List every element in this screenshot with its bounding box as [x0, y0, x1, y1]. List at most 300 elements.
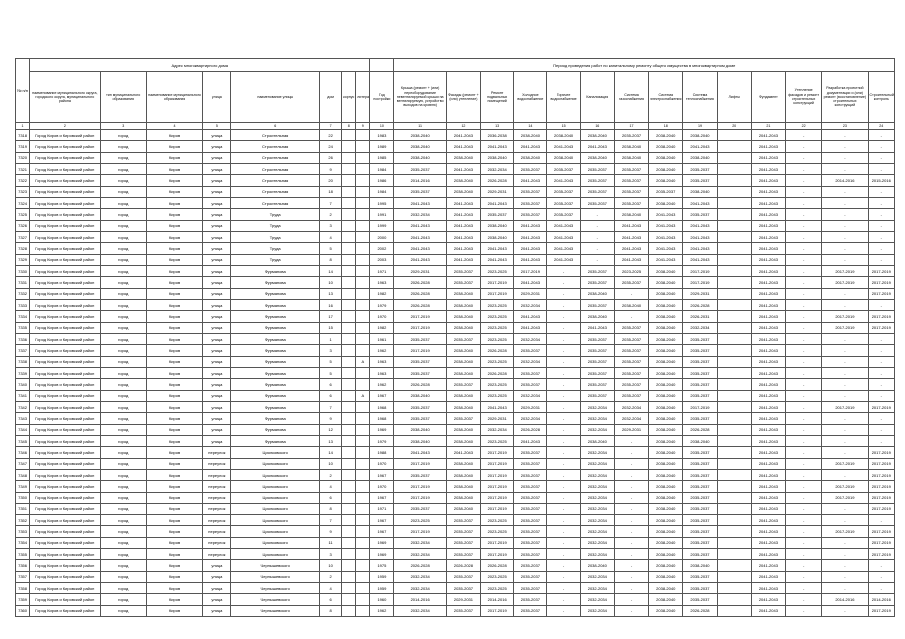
table-cell: 2041-2043: [751, 515, 785, 526]
table-cell: 9: [320, 413, 342, 424]
table-cell: -: [868, 435, 894, 446]
table-cell: -: [786, 141, 822, 152]
table-cell: [342, 379, 356, 390]
table-row: [16, 594, 895, 605]
table-cell: 2041-2043: [514, 254, 547, 265]
table-cell: город: [100, 435, 146, 446]
table-cell: город: [100, 594, 146, 605]
table-cell: 2026-2028: [514, 424, 547, 435]
table-cell: улица: [203, 356, 231, 367]
table-cell: 2032-2034: [580, 458, 614, 469]
table-cell: 2026-2028: [481, 175, 514, 186]
table-cell: 2035-2037: [394, 413, 446, 424]
table-cell: [717, 186, 751, 197]
table-cell: 2035-2037: [683, 209, 717, 220]
table-cell: Труда: [231, 220, 320, 231]
table-cell: 7343: [16, 413, 30, 424]
table-cell: [342, 526, 356, 537]
table-cell: 1984: [370, 186, 394, 197]
table-cell: улица: [203, 254, 231, 265]
table-cell: улица: [203, 152, 231, 163]
table-cell: 2035-2037: [514, 560, 547, 571]
table-cell: 2041-2043: [751, 526, 785, 537]
table-row: [16, 583, 895, 594]
table-cell: улица: [203, 605, 231, 616]
table-cell: Киров: [146, 481, 202, 492]
table-cell: [356, 481, 370, 492]
table-cell: 2038-2040: [649, 413, 683, 424]
table-cell: 2041-2043: [614, 231, 648, 242]
table-cell: 7359: [16, 594, 30, 605]
table-cell: 2041-2043: [649, 254, 683, 265]
table-cell: улица: [203, 175, 231, 186]
table-cell: [342, 594, 356, 605]
table-cell: 7328: [16, 243, 30, 254]
table-row: [16, 356, 895, 367]
table-cell: 1962: [370, 605, 394, 616]
table-row: [16, 197, 895, 208]
table-cell: 2017-2019: [394, 526, 446, 537]
table-cell: -: [786, 503, 822, 514]
table-cell: Город Киров и Кировский район: [30, 458, 100, 469]
table-cell: 2035-2037: [514, 197, 547, 208]
table-cell: [717, 367, 751, 378]
table-cell: Чернышевского: [231, 605, 320, 616]
table-cell: [342, 243, 356, 254]
table-cell: город: [100, 322, 146, 333]
table-cell: город: [100, 379, 146, 390]
table-cell: 2038-2040: [446, 481, 480, 492]
table-cell: 7333: [16, 299, 30, 310]
table-cell: [356, 163, 370, 174]
table-cell: 2038-2040: [649, 277, 683, 288]
table-cell: -: [822, 163, 868, 174]
table-row: [16, 605, 895, 616]
table-cell: 2041-2043: [514, 220, 547, 231]
table-cell: Киров: [146, 605, 202, 616]
table-cell: Фурманова: [231, 356, 320, 367]
table-cell: А: [356, 356, 370, 367]
table-cell: 2029-2031: [614, 424, 648, 435]
table-cell: -: [547, 277, 580, 288]
table-cell: 2035-2037: [683, 537, 717, 548]
table-cell: -: [580, 254, 614, 265]
table-cell: -: [868, 515, 894, 526]
table-cell: Киров: [146, 435, 202, 446]
table-cell: 2041-2043: [751, 163, 785, 174]
table-cell: 7335: [16, 322, 30, 333]
table-cell: 2026-2028: [683, 299, 717, 310]
table-cell: 2023-2025: [394, 515, 446, 526]
table-cell: 2038-2040: [446, 186, 480, 197]
table-cell: 2035-2037: [683, 413, 717, 424]
table-cell: [342, 197, 356, 208]
table-cell: [342, 322, 356, 333]
table-cell: Город Киров и Кировский район: [30, 481, 100, 492]
table-cell: 2038-2040: [649, 492, 683, 503]
table-cell: город: [100, 571, 146, 582]
table-cell: 2041-2043: [751, 243, 785, 254]
table-cell: 2032-2034: [514, 413, 547, 424]
table-cell: 2038-2040: [649, 605, 683, 616]
table-row: [16, 265, 895, 276]
column-number: 3: [100, 123, 146, 130]
table-cell: 2038-2040: [683, 186, 717, 197]
column-number: 5: [203, 123, 231, 130]
table-cell: Киров: [146, 231, 202, 242]
table-cell: -: [868, 345, 894, 356]
table-cell: -: [614, 469, 648, 480]
table-cell: 2026-2028: [394, 277, 446, 288]
table-cell: Киров: [146, 469, 202, 480]
table-cell: -: [822, 367, 868, 378]
table-cell: 22: [320, 130, 342, 141]
table-cell: 2041-2043: [394, 231, 446, 242]
table-cell: -: [786, 254, 822, 265]
table-cell: [717, 333, 751, 344]
table-cell: -: [547, 401, 580, 412]
table-cell: 4: [320, 231, 342, 242]
table-cell: 7345: [16, 435, 30, 446]
table-cell: -: [822, 220, 868, 231]
table-cell: -: [614, 288, 648, 299]
table-cell: 7358: [16, 583, 30, 594]
table-cell: переулок: [203, 481, 231, 492]
table-cell: 2035-2037: [446, 583, 480, 594]
table-cell: 2017-2019: [822, 492, 868, 503]
table-cell: 2023-2025: [481, 379, 514, 390]
table-cell: Киров: [146, 424, 202, 435]
column-header: Разработка проектной документации и (или) ремонт (восстановление) строительных конструкций: [822, 72, 868, 123]
table-cell: 1967: [370, 390, 394, 401]
table-cell: 2041-2043: [394, 447, 446, 458]
table-cell: 2041-2043: [514, 175, 547, 186]
table-row: [16, 220, 895, 231]
table-cell: [356, 141, 370, 152]
table-cell: 2041-2043: [446, 220, 480, 231]
table-cell: [717, 130, 751, 141]
table-row: [16, 481, 895, 492]
table-cell: Киров: [146, 549, 202, 560]
table-cell: 2023-2025: [481, 333, 514, 344]
table-cell: [717, 311, 751, 322]
table-cell: [342, 413, 356, 424]
table-cell: 2036-2038: [481, 130, 514, 141]
table-cell: 2026-2031: [683, 311, 717, 322]
table-cell: [717, 469, 751, 480]
table-cell: Фурманова: [231, 288, 320, 299]
table-cell: Киров: [146, 220, 202, 231]
table-cell: 2017-2019: [481, 605, 514, 616]
table-cell: Фурманова: [231, 345, 320, 356]
table-cell: [342, 209, 356, 220]
table-cell: [342, 515, 356, 526]
table-cell: Город Киров и Кировский район: [30, 311, 100, 322]
table-cell: город: [100, 390, 146, 401]
column-header: Утепление фасадов и ремонт строительных конструкций: [786, 72, 822, 123]
table-cell: Киров: [146, 254, 202, 265]
table-cell: -: [822, 583, 868, 594]
table-cell: 2035-2037: [580, 390, 614, 401]
table-cell: -: [786, 288, 822, 299]
table-cell: 1970: [370, 311, 394, 322]
table-cell: 1999: [370, 220, 394, 231]
table-cell: улица: [203, 231, 231, 242]
table-cell: А: [356, 390, 370, 401]
table-cell: -: [822, 197, 868, 208]
table-cell: -: [786, 152, 822, 163]
header-no: № п/п: [16, 59, 30, 123]
table-cell: город: [100, 254, 146, 265]
table-cell: -: [786, 163, 822, 174]
table-cell: 2023-2025: [481, 390, 514, 401]
table-cell: Город Киров и Кировский район: [30, 413, 100, 424]
table-cell: 1959: [370, 583, 394, 594]
table-cell: 2003: [370, 254, 394, 265]
table-cell: Город Киров и Кировский район: [30, 390, 100, 401]
table-cell: 2038-2040: [481, 231, 514, 242]
table-cell: 2041-2043: [751, 141, 785, 152]
table-cell: 2041-2043: [683, 254, 717, 265]
table-cell: 2035-2037: [514, 379, 547, 390]
table-cell: улица: [203, 413, 231, 424]
table-cell: 2032-2034: [394, 605, 446, 616]
table-cell: 2041-2043: [481, 243, 514, 254]
table-cell: улица: [203, 288, 231, 299]
table-cell: 2035-2037: [683, 549, 717, 560]
table-cell: 2041-2043: [446, 243, 480, 254]
capital-repair-table-sheet: [15, 58, 895, 617]
table-cell: [356, 549, 370, 560]
table-cell: [356, 424, 370, 435]
table-cell: [717, 594, 751, 605]
table-cell: 7325: [16, 209, 30, 220]
table-cell: -: [547, 322, 580, 333]
table-cell: 2035-2037: [514, 447, 547, 458]
table-cell: 7352: [16, 515, 30, 526]
table-cell: 2038-2040: [649, 175, 683, 186]
table-cell: [717, 220, 751, 231]
table-cell: Киров: [146, 526, 202, 537]
table-cell: Циолковского: [231, 537, 320, 548]
table-cell: Киров: [146, 537, 202, 548]
table-cell: [356, 130, 370, 141]
table-cell: Город Киров и Кировский район: [30, 469, 100, 480]
table-cell: [342, 503, 356, 514]
table-cell: -: [786, 458, 822, 469]
table-cell: [342, 537, 356, 548]
table-cell: Город Киров и Кировский район: [30, 130, 100, 141]
table-cell: Труда: [231, 254, 320, 265]
table-cell: -: [822, 299, 868, 310]
table-cell: Фурманова: [231, 333, 320, 344]
column-number: 19: [683, 123, 717, 130]
table-cell: -: [822, 356, 868, 367]
table-cell: Город Киров и Кировский район: [30, 277, 100, 288]
table-cell: 2041-2043: [751, 605, 785, 616]
table-row: [16, 390, 895, 401]
table-cell: улица: [203, 424, 231, 435]
table-cell: улица: [203, 311, 231, 322]
header-columns-row: [16, 72, 895, 123]
table-cell: переулок: [203, 526, 231, 537]
table-cell: Киров: [146, 209, 202, 220]
table-cell: -: [786, 413, 822, 424]
table-cell: -: [822, 231, 868, 242]
table-cell: 2035-2037: [683, 594, 717, 605]
table-cell: 7348: [16, 469, 30, 480]
table-cell: -: [614, 549, 648, 560]
table-cell: город: [100, 130, 146, 141]
table-cell: -: [547, 390, 580, 401]
table-cell: [342, 583, 356, 594]
table-cell: 7323: [16, 186, 30, 197]
table-cell: [342, 549, 356, 560]
table-cell: 2026-2028: [481, 560, 514, 571]
table-row: [16, 401, 895, 412]
table-cell: 2035-2037: [547, 197, 580, 208]
table-cell: 2015-2016: [868, 175, 894, 186]
table-cell: [717, 503, 751, 514]
table-cell: [717, 379, 751, 390]
table-cell: город: [100, 413, 146, 424]
table-cell: 3: [320, 549, 342, 560]
table-cell: Город Киров и Кировский район: [30, 537, 100, 548]
table-cell: 1975: [370, 560, 394, 571]
table-cell: 2032-2034: [394, 571, 446, 582]
table-cell: 2035-2037: [580, 163, 614, 174]
table-cell: 2029-2031: [481, 186, 514, 197]
table-cell: город: [100, 549, 146, 560]
table-cell: -: [547, 424, 580, 435]
table-cell: Город Киров и Кировский район: [30, 243, 100, 254]
table-cell: 2041-2043: [547, 231, 580, 242]
column-number: 18: [649, 123, 683, 130]
table-cell: 1971: [370, 503, 394, 514]
table-cell: 2017-2019: [868, 277, 894, 288]
table-row: [16, 560, 895, 571]
table-cell: [356, 333, 370, 344]
table-cell: 2017-2019: [822, 277, 868, 288]
table-cell: 7360: [16, 605, 30, 616]
table-cell: -: [547, 549, 580, 560]
table-cell: -: [786, 605, 822, 616]
table-cell: 2038-2040: [649, 401, 683, 412]
table-cell: 2017-2019: [868, 322, 894, 333]
table-cell: 7357: [16, 571, 30, 582]
table-cell: 2017-2019: [822, 481, 868, 492]
table-cell: 2035-2037: [514, 481, 547, 492]
table-cell: [342, 458, 356, 469]
table-cell: 2035-2037: [683, 469, 717, 480]
table-cell: [356, 367, 370, 378]
table-cell: 4: [320, 583, 342, 594]
table-cell: Фурманова: [231, 401, 320, 412]
table-cell: переулок: [203, 458, 231, 469]
table-cell: Циолковского: [231, 503, 320, 514]
table-cell: 2035-2037: [580, 333, 614, 344]
table-cell: Строительная: [231, 152, 320, 163]
column-number: 12: [446, 123, 480, 130]
table-cell: 2029-2031: [394, 265, 446, 276]
table-cell: 2035-2037: [514, 526, 547, 537]
table-cell: -: [614, 583, 648, 594]
table-cell: 2032-2034: [580, 571, 614, 582]
table-cell: 2041-2043: [614, 254, 648, 265]
table-cell: Киров: [146, 458, 202, 469]
table-cell: 2035-2037: [514, 605, 547, 616]
table-cell: 2041-2043: [751, 197, 785, 208]
table-cell: 1962: [370, 379, 394, 390]
table-cell: -: [868, 141, 894, 152]
table-cell: [717, 141, 751, 152]
table-cell: 2035-2037: [446, 526, 480, 537]
table-row: [16, 288, 895, 299]
column-number: 9: [356, 123, 370, 130]
table-cell: 2041-2043: [751, 311, 785, 322]
table-cell: Киров: [146, 367, 202, 378]
table-cell: [342, 186, 356, 197]
table-cell: 2041-2043: [481, 141, 514, 152]
table-cell: 2038-2040: [446, 356, 480, 367]
table-cell: 2032-2034: [580, 549, 614, 560]
table-cell: -: [547, 469, 580, 480]
table-cell: 2041-2043: [751, 390, 785, 401]
table-cell: -: [547, 458, 580, 469]
column-number: 22: [786, 123, 822, 130]
table-cell: Киров: [146, 594, 202, 605]
table-cell: 2038-2040: [614, 209, 648, 220]
table-cell: Киров: [146, 163, 202, 174]
table-cell: город: [100, 356, 146, 367]
table-cell: 1982: [370, 288, 394, 299]
table-cell: -: [547, 503, 580, 514]
table-cell: 7356: [16, 560, 30, 571]
table-cell: Фурманова: [231, 379, 320, 390]
table-cell: 2035-2037: [394, 356, 446, 367]
table-cell: 2026-2028: [446, 560, 480, 571]
table-cell: 2038-2040: [446, 435, 480, 446]
table-cell: 2038-2040: [649, 571, 683, 582]
table-cell: 2038-2040: [446, 401, 480, 412]
table-cell: 2041-2043: [481, 401, 514, 412]
table-cell: 2035-2037: [614, 345, 648, 356]
table-cell: 2038-2040: [649, 299, 683, 310]
table-cell: улица: [203, 141, 231, 152]
table-cell: Город Киров и Кировский район: [30, 299, 100, 310]
table-cell: переулок: [203, 469, 231, 480]
table-cell: -: [547, 299, 580, 310]
table-cell: [342, 356, 356, 367]
table-cell: 2041-2043: [751, 379, 785, 390]
column-number: 17: [614, 123, 648, 130]
table-cell: [717, 424, 751, 435]
table-cell: Город Киров и Кировский район: [30, 254, 100, 265]
table-cell: 2032-2034: [394, 549, 446, 560]
table-cell: -: [822, 288, 868, 299]
table-cell: улица: [203, 560, 231, 571]
table-cell: 2017-2019: [868, 265, 894, 276]
table-cell: 2035-2037: [514, 549, 547, 560]
table-cell: 2017-2019: [481, 469, 514, 480]
table-cell: -: [547, 571, 580, 582]
table-cell: 2038-2040: [649, 130, 683, 141]
table-cell: 2038-2040: [649, 503, 683, 514]
table-cell: [356, 345, 370, 356]
table-cell: 2041-2043: [751, 175, 785, 186]
table-cell: 2029-2031: [446, 594, 480, 605]
table-cell: 2035-2037: [394, 401, 446, 412]
